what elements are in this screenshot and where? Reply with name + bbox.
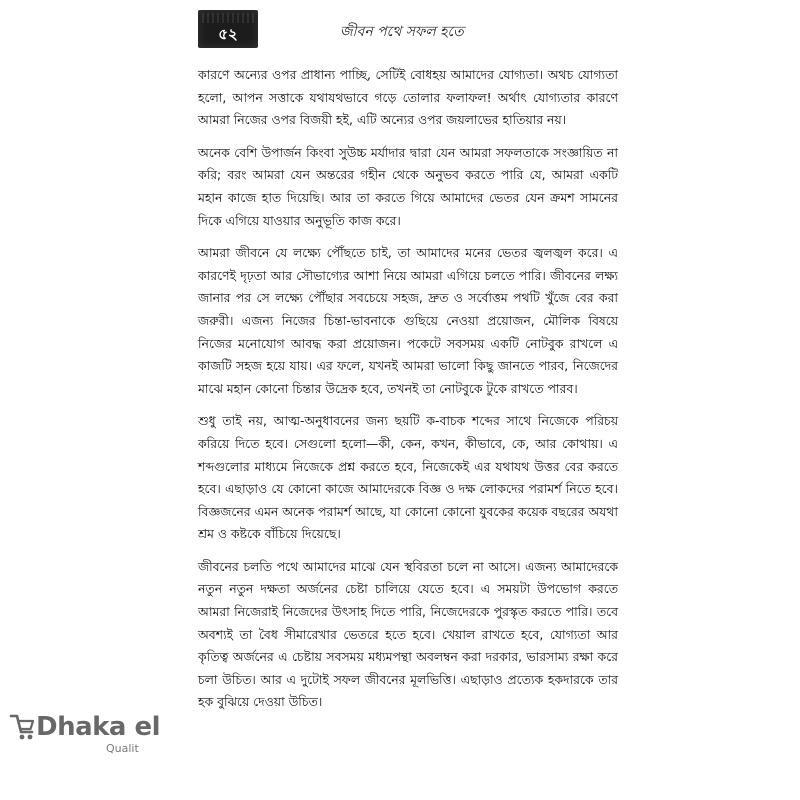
- watermark: [8, 712, 178, 760]
- body-text: [198, 64, 618, 724]
- paragraph-3: আমরা জীবনে যে লক্ষ্যে পৌঁছতে চাই, তা আমাদের মনের ভেতর জ্বলজ্বল করে। এ কারণেই দৃঢ়তা আর সৌভাগ্যের আশা নিয়ে আমরা এগিয়ে চলতে পারি। জীবনের লক্ষ্য জানার পর সে লক্ষ্যে পৌঁছার সবচেয়ে সহজ, দ্রুত ও সর্বোত্তম পথটি খুঁজে বের করা জরুরী। এজন্য নিজের চিন্তা-ভাবনাকে গুছিয়ে নেওয়া প্রয়োজন, মৌলিক বিষয়ে নিজের মনোযোগ আবদ্ধ করা প্রয়োজন। পকেটে সবসময় একটি নোটবুক রাখলে এ কাজটি সহজ হয়ে যায়। এর ফলে, যখনই আমরা ভালো কিছু জানতে পারব, নিজেদের মাঝে মহান কোনো চিন্তার উদ্রেক হবে, তখনই তা নোটবুকে টুকে রাখতে পারব।: [198, 245, 618, 396]
- page-number-badge: [198, 10, 258, 48]
- paragraph-1: কারণে অন্যের ওপর প্রাধান্য পাচ্ছি, সেটিই বোধহয় আমাদের যোগ্যতা। অথচ যোগ্যতা হলো, আপন সত্তাকে যথাযথভাবে গড়ে তোলার ফলাফল! অর্থাৎ যোগ্যতার কারণে আমরা নিজের ওপর বিজয়ী হই, এটি অন্যের ওপর জয়লাভের হাতিয়ার নয়।: [198, 67, 618, 128]
- watermark-brand: Dhaka el: [36, 712, 161, 742]
- paragraph-5: জীবনের চলতি পথে আমাদের মাঝে যেন স্থবিরতা চলে না আসে। এজন্য আমাদেরকে নতুন নতুন দক্ষতা অর্জনের চেষ্টা চালিয়ে যেতে হবে। এ সময়টা উপভোগ করতে আমরা নিজেরাই নিজেদের উৎসাহ দিতে পারি, নিজেদেরকে পুরস্কৃত করতে পারি। তবে অবশ্যই তা বৈধ সীমারেখার ভেতরে হতে হবে। খেয়াল রাখতে হবে, যোগ্যতা আর কৃতিত্ব অর্জনের এ চেষ্টায় সবসময় মধ্যমপন্থা অবলম্বন করা দরকার, ভারসাম্য রক্ষা করে চলা উচিত। আর এ দুটোই সফল জীবনের মূলভিত্তি। এছাড়াও প্রত্যেক হকদারকে তার হক বুঝিয়ে দেওয়া উচিত।: [198, 558, 618, 710]
- running-header: জীবন পথে সফল হতে: [340, 24, 464, 40]
- paragraph-4: শুধু তাই নয়, আত্ম-অনুধাবনের জন্য ছয়টি ক-বাচক শব্দের সাথে নিজেকে পরিচয় করিয়ে দিতে হবে। সেগুলো হলো—কী, কেন, কখন, কীভাবে, কে, আর কোথায়। এ শব্দগুলোর মাধ্যমে নিজেকে প্রশ্ন করতে হবে, নিজেকেই এর যথাযথ উত্তর বের করতে হবে। এছাড়াও যে কোনো কাজে আমাদেরকে বিজ্ঞ ও দক্ষ লোকদের পরামর্শ নিতে হবে। বিজ্ঞজনের এমন অনেক পরামর্শ আছে, যা কোনো কোনো যুবকের কয়েক বছরের অযথা শ্রম ও কষ্টকে বাঁচিয়ে দিয়েছে।: [198, 413, 618, 542]
- watermark-tagline: Qualit: [106, 742, 139, 755]
- page-number: ৫২: [218, 25, 238, 43]
- paragraph-2: অনেক বেশি উপার্জন কিংবা সুউচ্চ মর্যাদার দ্বারা যেন আমরা সফলতাকে সংজ্ঞায়িত না করি; বরং আমরা যেন অন্তরের গহীন থেকে অনুভব করতে পারি যে, আমরা একটি মহান কাজে হাত দিয়েছি। আর তা করতে গিয়ে আমাদের ভেতর যেন ক্রমশ সামনের দিকে এগিয়ে যাওয়ার অনুভূতি কাজ করে।: [198, 144, 618, 228]
